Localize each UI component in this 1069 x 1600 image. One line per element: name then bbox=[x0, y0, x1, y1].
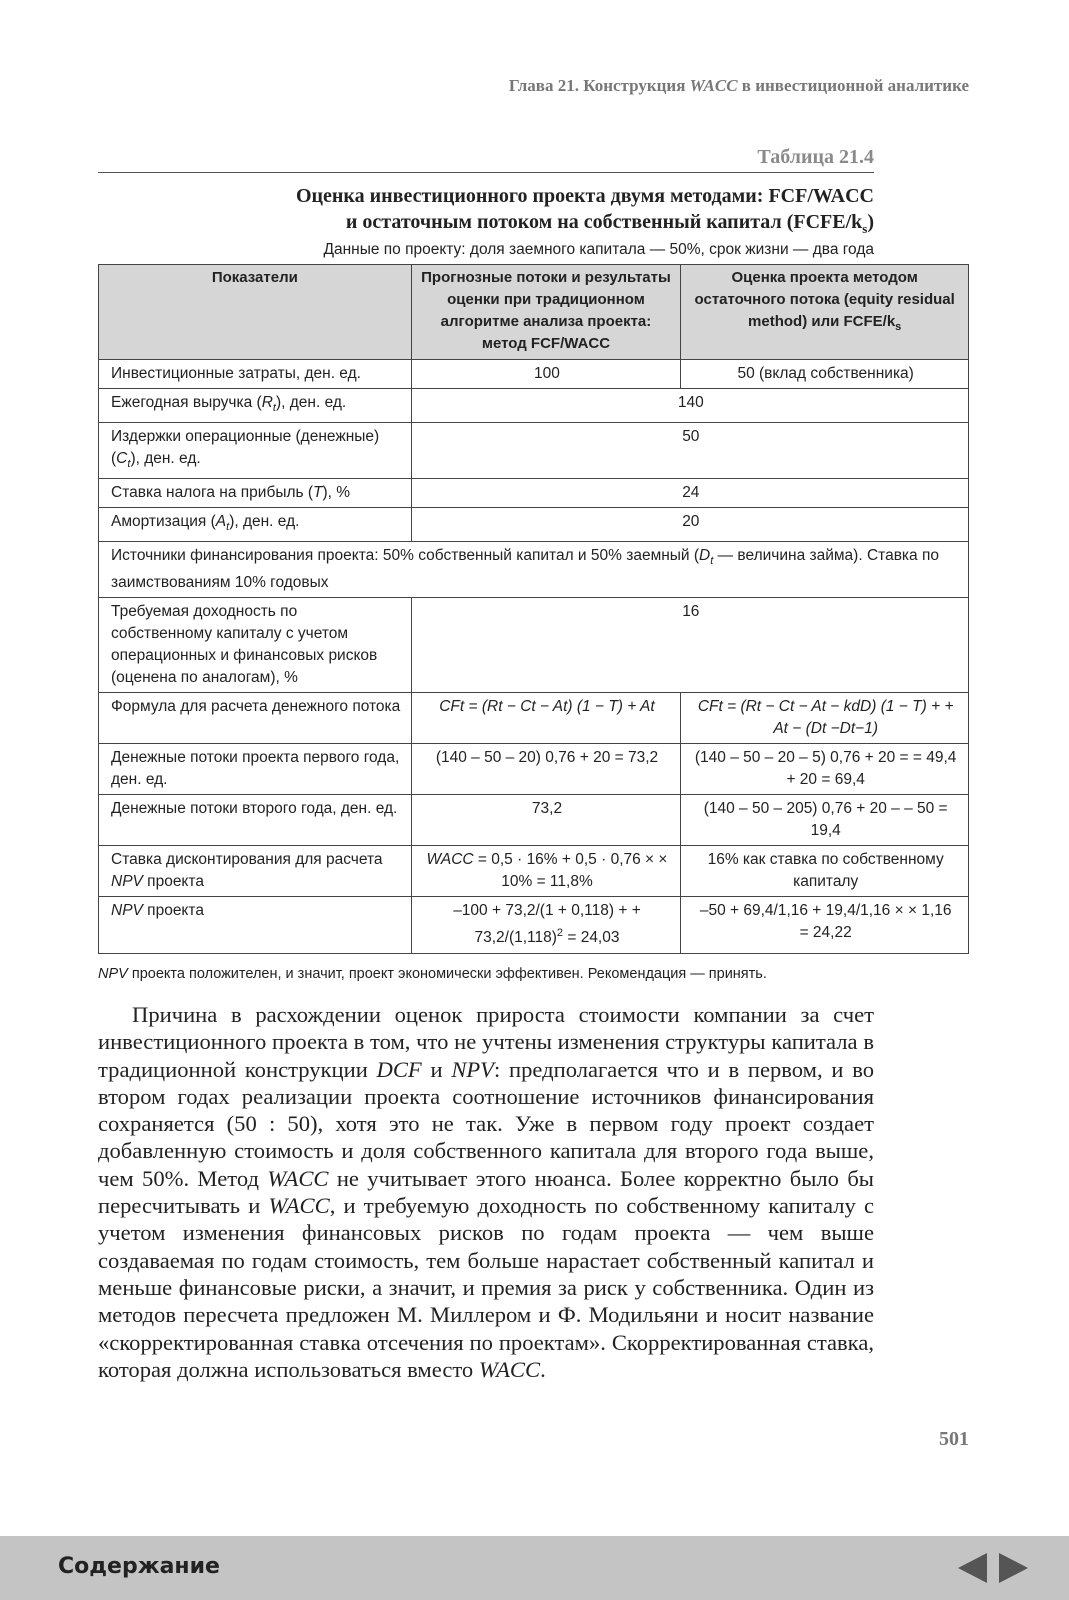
table-row bbox=[99, 598, 969, 693]
discount-fcf: WACC = 0,5 · 16% + 0,5 · 0,76 × × 10% = 11,8% bbox=[411, 846, 681, 897]
table-title-line2: и остаточным потоком на собственный капитал $(FCFE/k_s)$ bbox=[345, 211, 874, 236]
row-label-discount: Ставка дисконтирования для расчета NPV проекта bbox=[99, 846, 412, 897]
body-paragraph: Причина в расхождении оценок прироста стоимости компании за счет инвестиционного проекта в том, что не учтены изменения структуры капитала в традиционной конструкции DCF и NPV: предполагается что и в первом, и во втором годах реализации проекта соотношение источников финансирования сохраняется (50 : 50), хотя это не так. Уже в первом году проект создает добавленную стоимость и доля собственного капитала для второго года выше, чем 50%. Метод WACC не учитывает этого нюанса. Более корректно было бы пересчитывать и WACC, и требуемую доходность по собственному капиталу с учетом изменения финансовых рисков по годам проекта — чем выше создаваемая по годам стоимость, тем больше нарастает собственный капитал и меньше финансовые риски, а значит, и премия за риск у собственника. Один из методов пересчета предложен М. Миллером и Ф. Модильяни и носит название «скорректированная ставка отсечения по проектам». Скорректированная ставка, которая должна использоваться вместо WACC. bbox=[98, 1002, 875, 1382]
table-row bbox=[99, 508, 969, 542]
required-return-value: 16 bbox=[411, 598, 968, 693]
formula-fcfe: CFt = (Rt − Ct − At − kdD) (1 − T) + + At − (Dt −Dt−1) bbox=[681, 693, 969, 744]
row-label-revenue: Ежегодная выручка $(R_t)$, ден. ед. bbox=[99, 389, 412, 423]
npv-fcf: –100 + 73,2/(1 + 0,118) + + $73,2/(1,118)^2 = 24,03$ bbox=[411, 897, 681, 953]
row-label-flow2: Денежные потоки второго года, ден. ед. bbox=[99, 795, 412, 846]
footer-bar bbox=[0, 1536, 1069, 1600]
amort-value: 20 bbox=[411, 508, 968, 542]
row-label-costs: Издержки операционные (денежные) $(C_t)$, ден. ед. bbox=[99, 423, 412, 479]
row-label-required-return: Требуемая доходность по собственному капиталу с учетом операционных и финансовых рисков (оценена по аналогам), % bbox=[99, 598, 412, 693]
table-note: NPV проекта положителен, и значит, проект экономически эффективен. Рекомендация — принять. bbox=[98, 966, 767, 982]
revenue-value: 140 bbox=[411, 389, 968, 423]
header-fcf-wacc: Прогнозные потоки и результаты оценки при традиционном алгоритме анализа проекта: метод FCF/WACC bbox=[411, 265, 681, 360]
running-head: Глава 21. Конструкция WACC в инвестиционной аналитике bbox=[508, 76, 969, 95]
header-indicators: Показатели bbox=[99, 265, 412, 360]
page-number: 501 bbox=[939, 1428, 969, 1450]
table-row bbox=[99, 360, 969, 389]
table-row bbox=[99, 423, 969, 479]
table-header-row bbox=[99, 265, 969, 360]
row-label-formula: Формула для расчета денежного потока bbox=[99, 693, 412, 744]
table-row bbox=[99, 389, 969, 423]
npv-fcfe: –50 + 69,4/1,16 + 19,4/1,16 × × 1,16 = 24,22 bbox=[681, 897, 969, 953]
table-row bbox=[99, 479, 969, 508]
table-row bbox=[99, 846, 969, 897]
table-title bbox=[98, 183, 874, 242]
row-label-invest: Инвестиционные затраты, ден. ед. bbox=[99, 360, 412, 389]
table-row bbox=[99, 542, 969, 598]
row-label-npv: NPV проекта bbox=[99, 897, 412, 953]
flow2-fcf: 73,2 bbox=[411, 795, 681, 846]
formula-fcf: CFt = (Rt − Ct − At) (1 − T) + At bbox=[411, 693, 681, 744]
row-label-amort: Амортизация $(A_t)$, ден. ед. bbox=[99, 508, 412, 542]
invest-value-fcf: 100 bbox=[411, 360, 681, 389]
tax-value: 24 bbox=[411, 479, 968, 508]
table-row bbox=[99, 744, 969, 795]
financing-sources: Источники финансирования проекта: 50% собственный капитал и 50% заемный ($D_t$ — величина займа). Ставка по заимствованиям 10% годовых bbox=[99, 542, 969, 598]
triangle-left-icon[interactable] bbox=[955, 1550, 991, 1586]
discount-fcfe: 16% как ставка по собственному капиталу bbox=[681, 846, 969, 897]
table-row bbox=[99, 795, 969, 846]
flow2-fcfe: (140 – 50 – 205) 0,76 + 20 – – 50 = 19,4 bbox=[681, 795, 969, 846]
header-fcfe: Оценка проекта методом остаточного потока (equity residual method) или FCFE/$k_s$ bbox=[681, 265, 969, 360]
valuation-table bbox=[98, 264, 969, 954]
flow1-fcf: (140 – 50 – 20) 0,76 + 20 = 73,2 bbox=[411, 744, 681, 795]
table-of-contents-link[interactable]: Содержание bbox=[58, 1554, 220, 1579]
costs-value: 50 bbox=[411, 423, 968, 479]
table-caption: Таблица 21.4 bbox=[98, 146, 874, 173]
row-label-flow1: Денежные потоки проекта первого года, ден. ед. bbox=[99, 744, 412, 795]
table-row bbox=[99, 897, 969, 953]
table-subtitle: Данные по проекту: доля заемного капитала — 50%, срок жизни — два года bbox=[323, 241, 874, 258]
flow1-fcfe: (140 – 50 – 20 – 5) 0,76 + 20 = = 49,4 + 20 = 69,4 bbox=[681, 744, 969, 795]
table-title-line1: Оценка инвестиционного проекта двумя методами: FCF/WACC bbox=[295, 185, 874, 207]
triangle-right-icon[interactable] bbox=[995, 1550, 1031, 1586]
table-row bbox=[99, 693, 969, 744]
invest-value-fcfe: 50 (вклад собственника) bbox=[681, 360, 969, 389]
row-label-tax: Ставка налога на прибыль (T), % bbox=[99, 479, 412, 508]
